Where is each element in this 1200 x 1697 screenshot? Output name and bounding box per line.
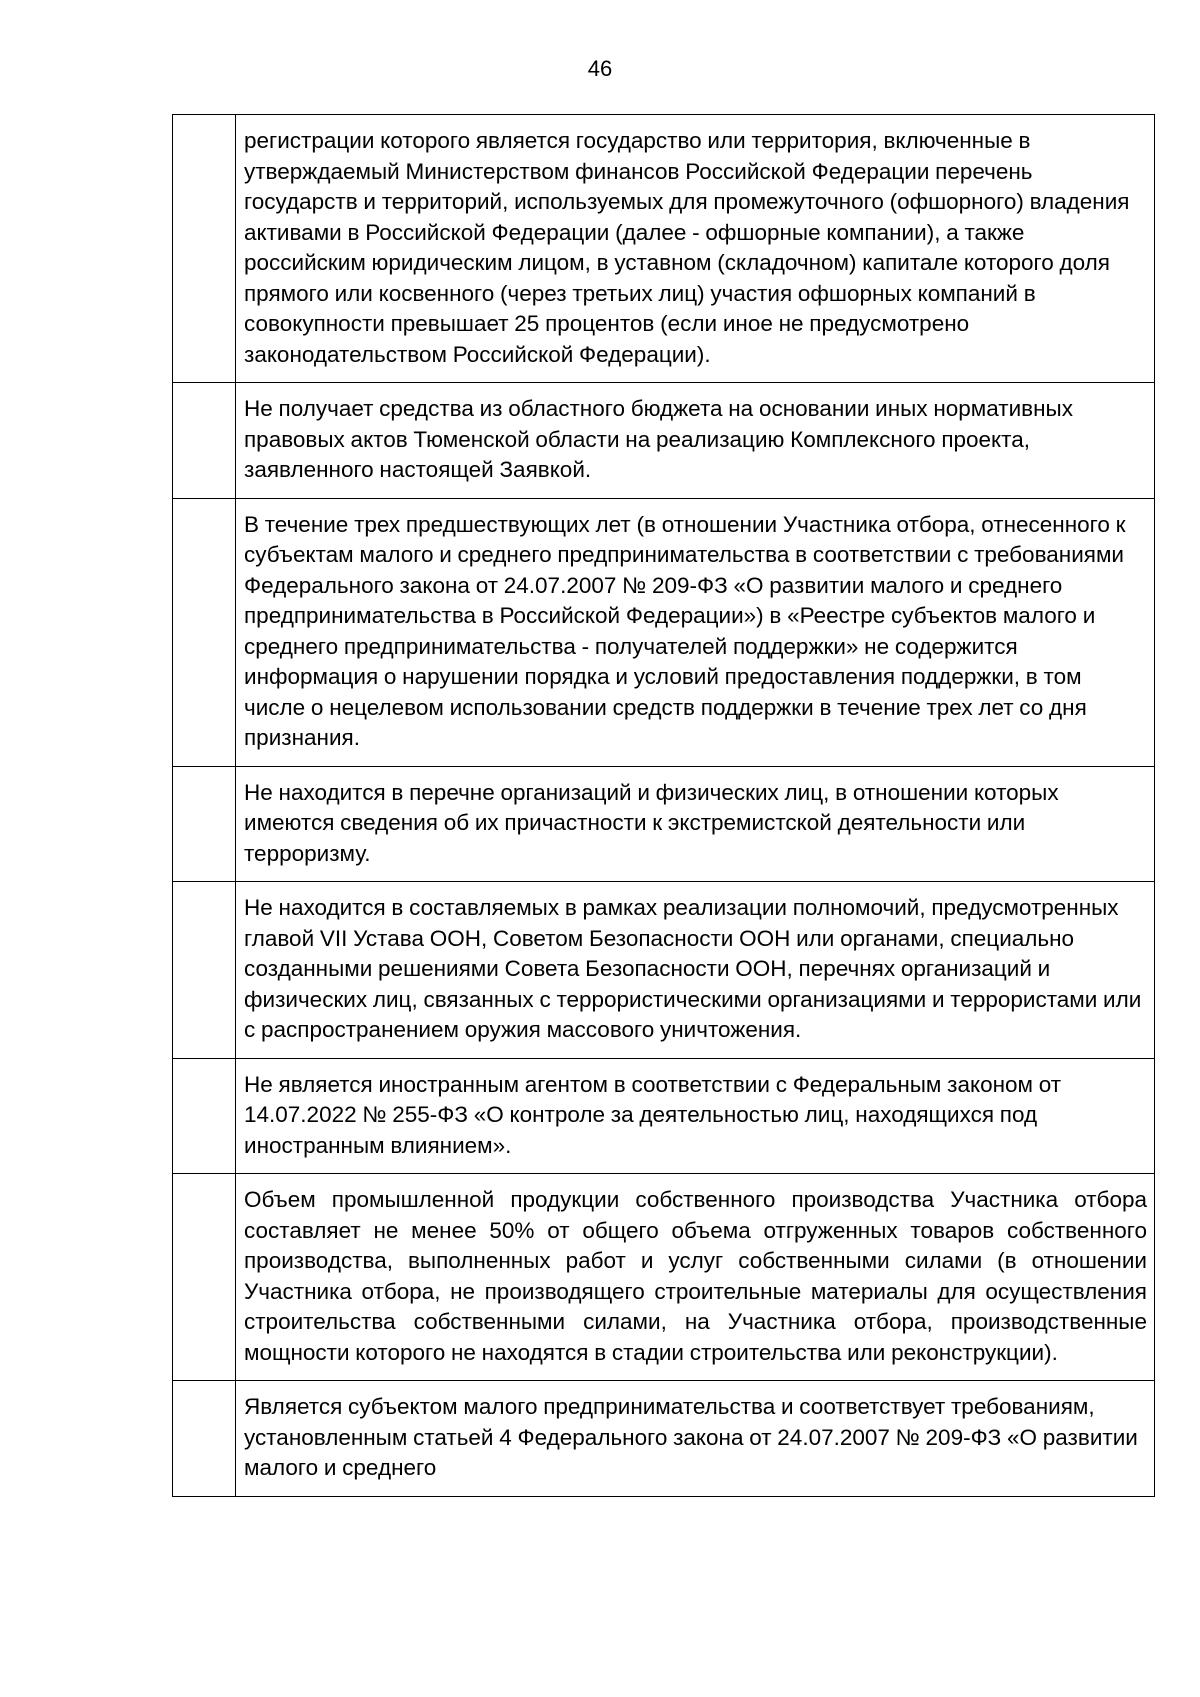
table-row (173, 1058, 1155, 1174)
requirement-text: Не получает средства из областного бюджета на основании иных нормативных правовых актов Тюменской области на реализацию Комплексного проекта, заявленного настоящей Заявкой. (236, 383, 1155, 499)
table-row (173, 1174, 1155, 1381)
row-number-cell (173, 383, 236, 499)
row-number-cell (173, 766, 236, 882)
row-number-cell (173, 498, 236, 766)
row-number-cell (173, 1381, 236, 1497)
table-row (173, 383, 1155, 499)
page-number: 46 (587, 56, 613, 81)
requirement-text: Не находится в составляемых в рамках реализации полномочий, предусмотренных главой VII Устава ООН, Советом Безопасности ООН или органами, специально созданными решениями Совета Безопасности ООН, перечнях организаций и физических лиц, связанных с террористическими организациями и террористами или с распространением оружия массового уничтожения. (236, 882, 1155, 1059)
table-row (173, 766, 1155, 882)
requirement-text: Объем промышленной продукции собственного производства Участника отбора составляет не менее 50% от общего объема отгруженных товаров собственного производства, выполненных работ и услуг собственными силами (в отношении Участника отбора, не производящего строительные материалы для осуществления строительства собственными силами, на Участника отбора, производственные мощности которого не находятся в стадии строительства или реконструкции). (236, 1174, 1155, 1381)
requirement-text: Не находится в перечне организаций и физических лиц, в отношении которых имеются сведения об их причастности к экстремистской деятельности или терроризму. (236, 766, 1155, 882)
row-number-cell (173, 115, 236, 383)
row-number-cell (173, 882, 236, 1059)
requirements-table (172, 114, 1155, 1497)
table-row (173, 115, 1155, 383)
requirement-text: В течение трех предшествующих лет (в отношении Участника отбора, отнесенного к субъектам малого и среднего предпринимательства в соответствии с требованиями Федерального закона от 24.07.2007 № 209-ФЗ «О развитии малого и среднего предпринимательства в Российской Федерации») в «Реестре субъектов малого и среднего предпринимательства - получателей поддержки» не содержится информация о нарушении порядка и условий предоставления поддержки, в том числе о нецелевом использовании средств поддержки в течение трех лет со дня признания. (236, 498, 1155, 766)
requirement-text: Является субъектом малого предпринимательства и соответствует требованиям, установленным статьей 4 Федерального закона от 24.07.2007 № 209-ФЗ «О развитии малого и среднего (236, 1381, 1155, 1497)
row-number-cell (173, 1174, 236, 1381)
requirement-text: регистрации которого является государство или территория, включенные в утверждаемый Министерством финансов Российской Федерации перечень государств и территорий, используемых для промежуточного (офшорного) владения активами в Российской Федерации (далее - офшорные компании), а также российским юридическим лицом, в уставном (складочном) капитале которого доля прямого или косвенного (через третьих лиц) участия офшорных компаний в совокупности превышает 25 процентов (если иное не предусмотрено законодательством Российской Федерации). (236, 115, 1155, 383)
requirement-text: Не является иностранным агентом в соответствии с Федеральным законом от 14.07.2022 № 255-ФЗ «О контроле за деятельностью лиц, находящихся под иностранным влиянием». (236, 1058, 1155, 1174)
row-number-cell (173, 1058, 236, 1174)
table-row (173, 1381, 1155, 1497)
table-row (173, 498, 1155, 766)
table-row (173, 882, 1155, 1059)
